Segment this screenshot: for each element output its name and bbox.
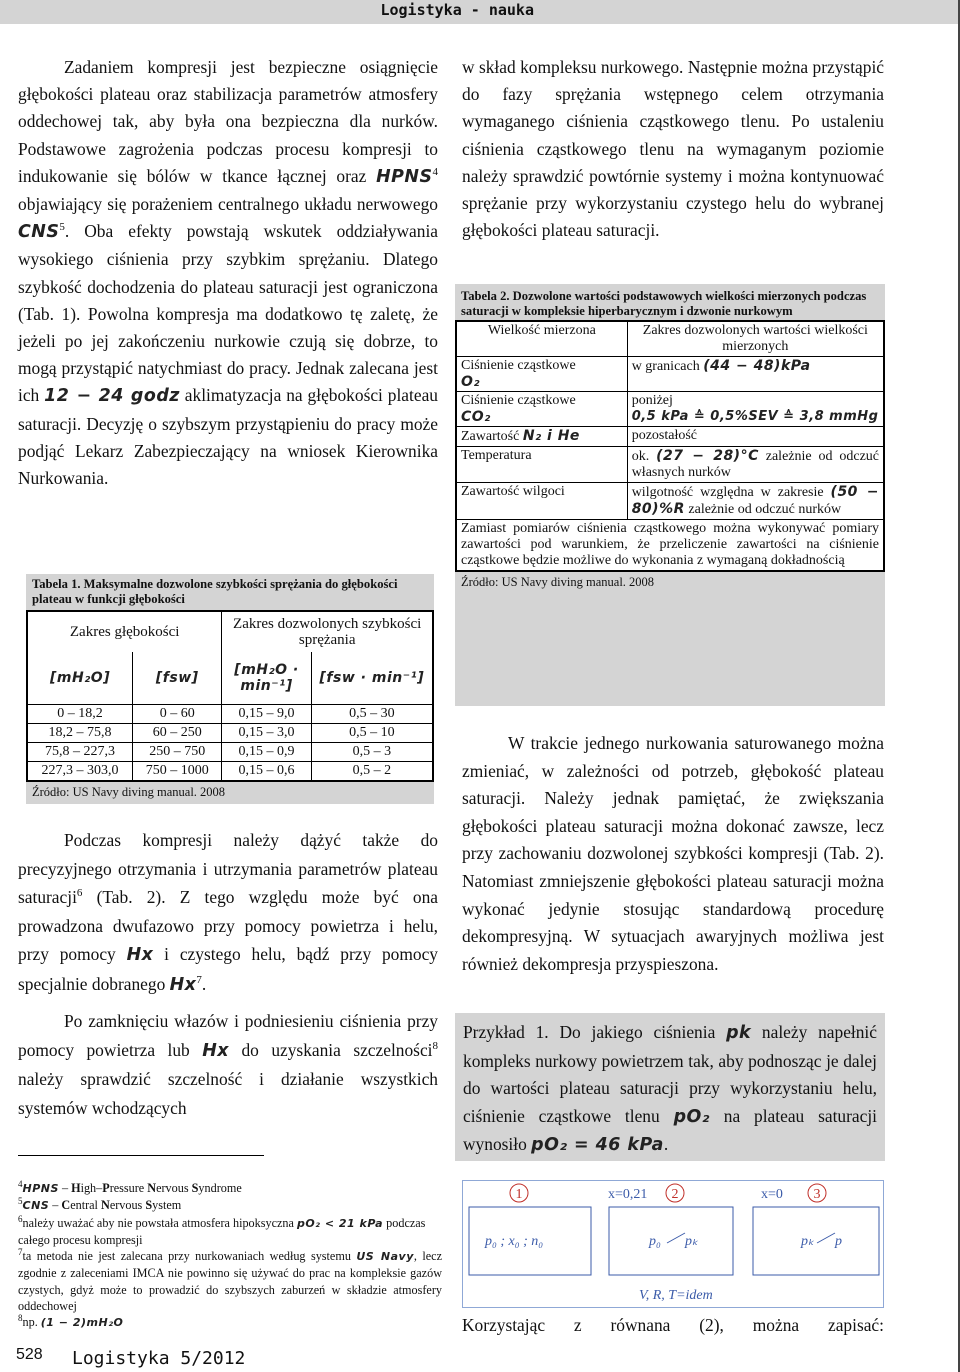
left-paragraph-2: Podczas kompresji należy dążyć także do precyzyjnego otrzymania i utrzymania parametrów plateau saturacji$^6$ (Tab. 2). Z tego względu może być ona prowadzona dwufazowo przy pomocy powietrza i helu, przy pomocy Hx i czystego helu, bądź przy pomocy specjalnie dobranego Hx$^7$.	[18, 830, 438, 995]
table-row	[27, 723, 433, 742]
table-row	[27, 761, 433, 781]
table-cell: Zawartość N₂ i He	[456, 427, 627, 447]
right-paragraph-2: W trakcie jednego nurkowania saturowanego można zmieniać, w zależności od potrzeb, głębokość plateau saturacji. Należy jednak pamiętać, że zwiększania głębokości plateau saturacji można dokonać zawsze, lecz przy zachowaniu dozwolonej szybkości kompresji (Tab. 2). Natomiast zmniejszenie głębokości plateau saturacji można wykonać jedynie stosując standardową procedurę dekompresyjną. W sytuacjach awaryjnych możliwa jest również dekompresja przyspieszona.	[462, 733, 884, 974]
table-cell: 0,5 – 3	[311, 742, 433, 761]
right-column	[462, 54, 884, 244]
table-cell: 18,2 – 75,8	[27, 723, 133, 742]
page-number: 528	[16, 1346, 43, 1363]
table-row	[27, 742, 433, 761]
table-cell: 250 – 750	[133, 742, 222, 761]
table-cell: 0 – 60	[133, 704, 222, 723]
table-2-header-quantity: Wielkość mierzona	[456, 321, 627, 357]
invariant-label: V, R, T=idem	[639, 1288, 713, 1303]
footnotes	[18, 1180, 442, 1332]
table-row	[456, 321, 884, 357]
x-fraction-label: x=0,21	[608, 1187, 648, 1202]
table-row	[456, 392, 884, 427]
footnote-6: $^6$należy uważać aby nie powstała atmosfera hipoksyczna pO₂ < 21 kPa podczas całego procesu kompresji	[18, 1213, 426, 1247]
footnote-4: $^4$HPNS – High–Pressure Nervous Syndrome	[18, 1178, 242, 1195]
table-2-note: Zamiast pomiarów ciśnienia cząstkowego można wykonywać pomiary zawartości pod warunkiem, że przeliczenie zawartości na ciśnienie cząstkowe będzie możliwe do wykonania z wymaganą dokładnością	[456, 520, 884, 572]
table-cell: 0,5 – 2	[311, 761, 433, 781]
table-cell: 60 – 250	[133, 723, 222, 742]
table-2-caption: Tabela 2. Dozwolone wartości podstawowych wielkości mierzonych podczas saturacji w kompleksie hiperbarycznym i dzwonie nurkowym	[461, 289, 867, 318]
table-1-caption: Tabela 1. Maksymalne dozwolone szybkości sprężania do głębokości plateau w funkcji głębokości	[32, 577, 398, 606]
right-paragraph-3: Korzystając z równana (2), można zapisać:	[462, 1315, 884, 1335]
table-1-unit: [fsw]	[133, 652, 222, 704]
table-cell: 750 – 1000	[133, 761, 222, 781]
footnote-rule	[18, 1155, 264, 1156]
arrow	[667, 1233, 685, 1243]
table-cell: poniżej 0,5 kPa ≙ 0,5%SEV ≙ 3,8 mmHg	[627, 392, 884, 427]
stage-number: 2	[671, 1187, 679, 1202]
table-row	[456, 357, 884, 392]
table-cell: 0,15 – 9,0	[222, 704, 311, 723]
table-row	[456, 447, 884, 483]
left-column	[18, 54, 438, 492]
table-2-header-range: Zakres dozwolonych wartości wielkości mierzonych	[627, 321, 884, 357]
table-1-source: Źródło: US Navy diving manual. 2008	[32, 784, 226, 799]
table-1-header-depth: Zakres głębokości	[27, 611, 222, 652]
state-label: pₖ	[801, 1234, 814, 1249]
arrow	[817, 1233, 835, 1243]
table-1-panel	[26, 574, 434, 804]
table-row	[27, 611, 433, 652]
page-header	[0, 0, 960, 24]
table-cell: 75,8 – 227,3	[27, 742, 133, 761]
footnote-7: $^7$ta metoda nie jest zalecana przy nurkowaniach według systemu US Navy, lecz zgodnie z zaleceniami IMCA nie powinno się używać do prac na kompleksie gazów czystych, gdyż może to prowadzić do szybszych zaburzeń w składzie atmosfery oddechowej	[18, 1247, 443, 1314]
table-cell: w granicach (44 − 48)kPa	[627, 357, 884, 392]
stage-number: 3	[813, 1187, 821, 1202]
right-column-middle	[462, 730, 884, 978]
table-cell: Temperatura	[456, 447, 627, 483]
left-paragraph-1: Zadaniem kompresji jest bezpieczne osiągnięcie głębokości plateau oraz stabilizacja parametrów atmosfery oddechowej tak, aby była ona bezpieczna dla nurków. Podstawowe zagrożenia podczas procesu kompresji to indukowanie się bólów w tkance łącznej oraz HPNS$^4$ objawiający się porażeniem centralnego układu nerwowego CNS$^5$. Oba efekty powstają wskutek oddziaływania wysokiego ciśnienia przy szybkim sprężaniu. Dlatego szybkość dochodzenia do plateau saturacji jest ograniczona (Tab. 1). Powolna kompresja ma dodatkowo tę zaletę, że jeżeli po jej zakończeniu nurkowie czują się dobrze, to mogą przystąpić natychmiast do pracy. Jednak zalecana jest ich 12 − 24 godz aklimatyzacja na głębokości plateau saturacji. Decyzję o szybszym przystąpieniu do pracy może podjąć Lekarz Zabezpieczający na wniosek Kierownika Nurkowania.	[18, 57, 438, 489]
table-1-header-speed: Zakres dozwolonych szybkości sprężania	[222, 611, 433, 652]
chamber-box	[753, 1207, 879, 1275]
table-1-unit: [mH₂O · min⁻¹]	[222, 652, 311, 704]
right-paragraph-1: w skład kompleksu nurkowego. Następnie można przystąpić do fazy sprężania wstępnego celem otrzymania wymaganego ciśnienia cząstkowego tlenu. Po ustaleniu ciśnienia cząstkowego tlenu na wymaganym poziomie należy sprawdzić powtórnie systemy i można kontynuować sprężanie przy wykorzystaniu czystego helu do wybranej głębokości plateau saturacji.	[462, 57, 884, 241]
table-cell: 0,5 – 30	[311, 704, 433, 723]
table-2	[455, 320, 885, 572]
table-row	[27, 704, 433, 723]
table-cell: 0,15 – 0,6	[222, 761, 311, 781]
table-cell: 0,5 – 10	[311, 723, 433, 742]
table-row	[27, 652, 433, 704]
table-cell: ok. (27 − 28)°C zależnie od odczuć własnych nurków	[627, 447, 884, 483]
table-1	[26, 610, 434, 782]
table-1-unit: [mH₂O]	[27, 652, 133, 704]
table-cell: 0 – 18,2	[27, 704, 133, 723]
table-2-source: Źródło: US Navy diving manual. 2008	[461, 575, 655, 589]
state-label: p₀	[649, 1234, 661, 1249]
state-label: p₀ ; x₀ ; n₀	[485, 1234, 544, 1249]
table-cell: 0,15 – 0,9	[222, 742, 311, 761]
table-cell: Ciśnienie cząstkowe CO₂	[456, 392, 627, 427]
header-title: Logistyka - nauka	[380, 1, 534, 19]
stage-number: 1	[515, 1187, 523, 1202]
x-fraction-label: x=0	[761, 1187, 783, 1202]
compression-diagram-svg	[463, 1181, 883, 1307]
example-1-text: Przykład 1. Do jakiego ciśnienia pk należy napełnić kompleks nurkowy powietrzem tak, aby podnosząc je dalej do wartości plateau saturacji przy wykorzystaniu helu, ciśnienie cząstkowe tlenu pO₂ na plateau saturacji wynosiło pO₂ = 46 kPa.	[463, 1022, 877, 1156]
left-paragraph-3: Po zamknięciu włazów i podniesieniu ciśnienia przy pomocy powietrza lub Hx do uzyskania szczelności$^8$ należy sprawdzić szczelność i działanie wszystkich systemów wchodzących	[18, 1011, 439, 1118]
left-column-lower	[18, 826, 438, 1122]
table-row	[456, 427, 884, 447]
footnote-5: $^5$CNS – Central Nervous System	[18, 1196, 182, 1213]
state-label: pₖ	[685, 1234, 698, 1249]
table-cell: Zawartość wilgoci	[456, 483, 627, 520]
table-row	[456, 483, 884, 520]
footnote-8: $^8$np. (1 − 2)mH₂O	[18, 1313, 124, 1330]
table-cell: Ciśnienie cząstkowe O₂	[456, 357, 627, 392]
table-cell: 0,15 – 3,0	[222, 723, 311, 742]
table-2-panel	[455, 284, 885, 706]
table-cell: 227,3 – 303,0	[27, 761, 133, 781]
table-row	[456, 520, 884, 572]
state-label: p	[835, 1234, 842, 1249]
example-1-box	[455, 1013, 885, 1161]
right-column-bottom	[462, 1312, 884, 1339]
compression-diagram	[462, 1180, 884, 1308]
footer-title: Logistyka 5/2012	[72, 1348, 246, 1369]
table-cell: pozostałość	[627, 427, 884, 447]
table-1-unit: [fsw · min⁻¹]	[311, 652, 433, 704]
table-cell: wilgotność względna w zakresie (50 − 80)%R zależnie od odczuć nurków	[627, 483, 884, 520]
